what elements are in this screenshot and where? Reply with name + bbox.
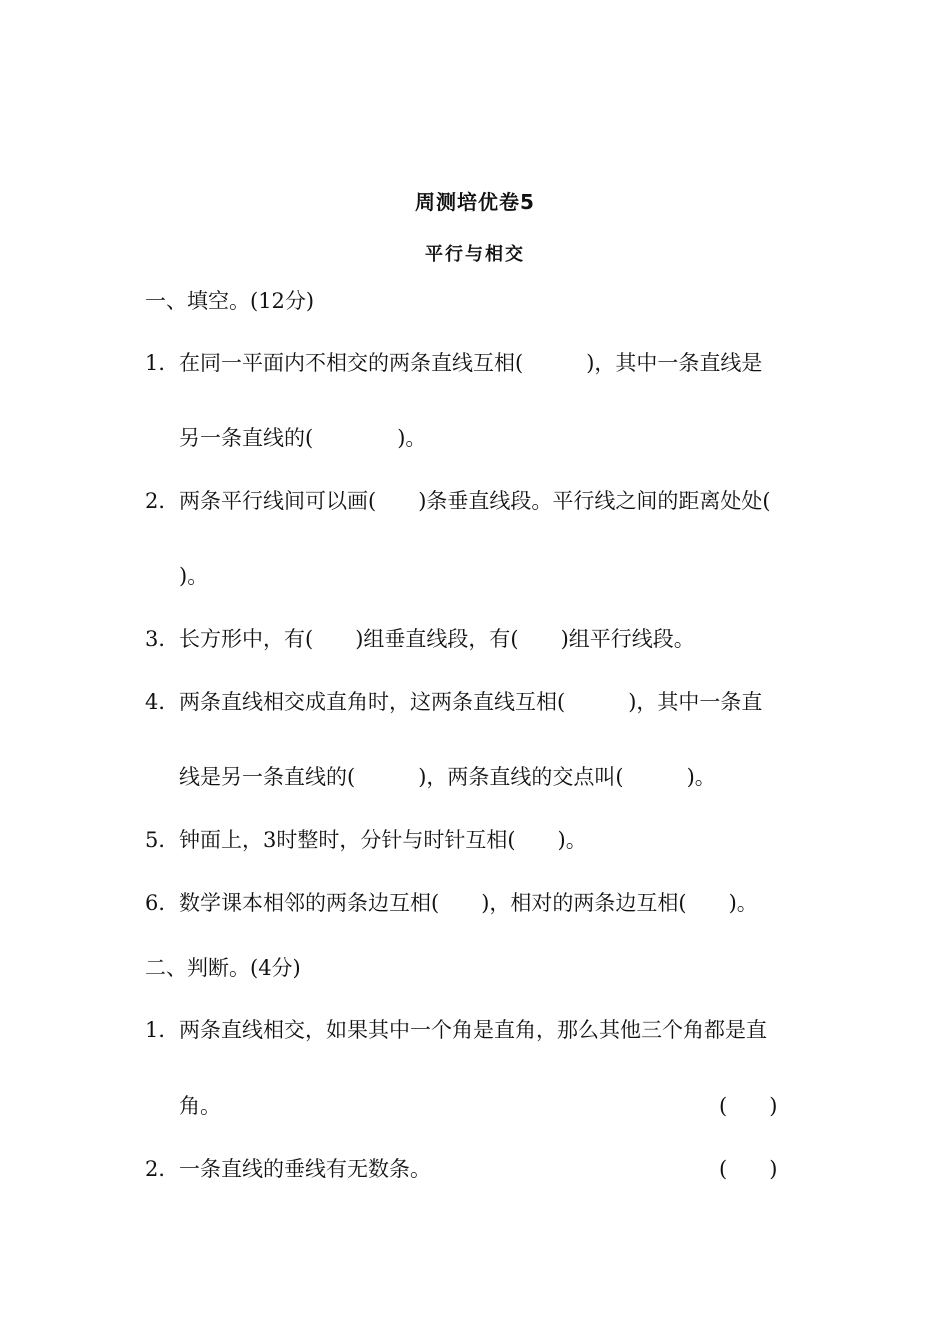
question-number: 4．: [145, 690, 180, 714]
question-text: 两条直线相交成直角时，这两条直线互相( )，其中一条直: [179, 690, 763, 714]
question-number: 6．: [145, 891, 180, 915]
question-text: 数学课本相邻的两条边互相( )，相对的两条边互相( )。: [179, 891, 758, 915]
question-text: 钟面上，3时整时，分针与时针互相( )。: [179, 828, 587, 852]
question-1: [145, 349, 762, 377]
question-3: [145, 625, 695, 653]
answer-bracket[interactable]: ( ): [719, 1094, 778, 1118]
answer-bracket[interactable]: ( ): [719, 1157, 778, 1181]
question-5: [145, 826, 587, 854]
question-number: 1．: [145, 1018, 180, 1042]
question-number: 5．: [145, 828, 180, 852]
question-number: 1．: [145, 351, 180, 375]
page-subtitle: 平行与相交: [425, 244, 525, 265]
question-4-continued: 线是另一条直线的( )，两条直线的交点叫( )。: [179, 765, 716, 789]
question-text: 一条直线的垂线有无数条。: [179, 1157, 431, 1181]
section-heading-judgement: 二、判断。(4分): [145, 956, 301, 980]
question-text: 长方形中，有( )组垂直线段，有( )组平行线段。: [179, 627, 695, 651]
question-text: 在同一平面内不相交的两条直线互相( )，其中一条直线是: [179, 351, 763, 375]
question-4: [145, 688, 762, 716]
judgement-1-continued: 角。: [179, 1094, 221, 1118]
question-number: 2．: [145, 489, 180, 513]
judgement-1: [145, 1016, 767, 1044]
question-2-continued: )。: [179, 564, 209, 588]
page-title: 周测培优卷5: [415, 190, 535, 214]
question-text: 两条直线相交，如果其中一个角是直角，那么其他三个角都是直: [179, 1018, 767, 1042]
question-text: 两条平行线间可以画( )条垂直线段。平行线之间的距离处处(: [179, 489, 771, 513]
section-heading-fill-blank: 一、填空。(12分): [145, 289, 315, 313]
question-1-continued: 另一条直线的( )。: [179, 426, 427, 450]
question-6: [145, 889, 758, 917]
question-2: [145, 487, 771, 515]
question-number: 2．: [145, 1157, 180, 1181]
question-number: 3．: [145, 627, 180, 651]
judgement-2: [145, 1155, 431, 1183]
